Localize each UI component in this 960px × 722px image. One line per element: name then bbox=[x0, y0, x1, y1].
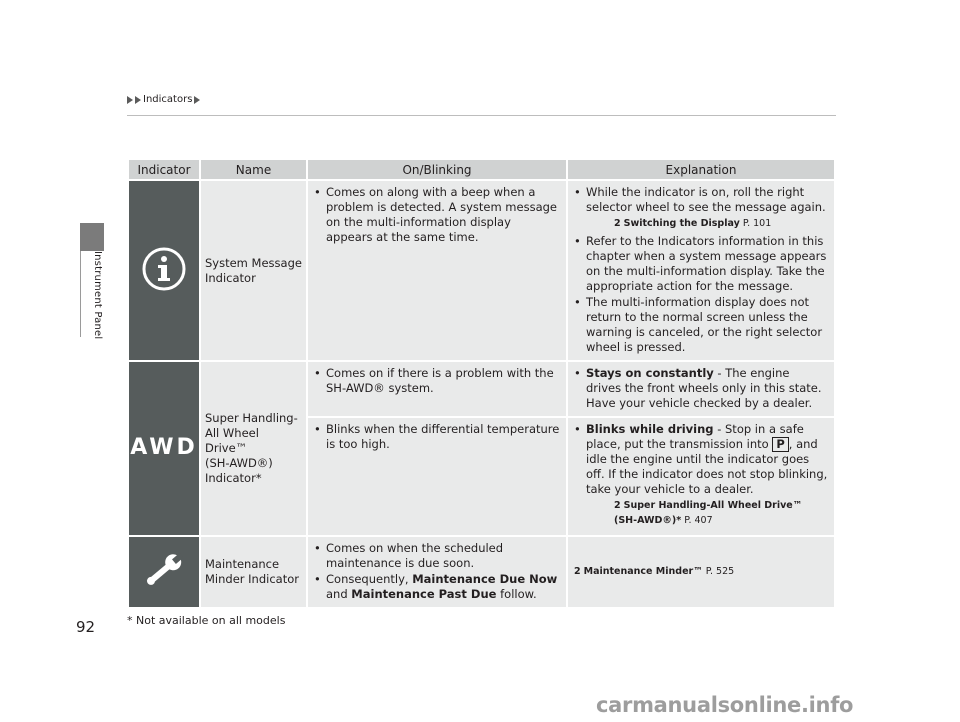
on-blinking-cell bbox=[308, 537, 566, 607]
reference-arrow-icon: 2 bbox=[574, 565, 581, 577]
breadcrumb bbox=[127, 94, 200, 105]
list-item: • Blinks while driving - Stop in a safe place, put the transmission into P , and idle the engine until the indicator goes off. If the indicator does not stop blinking, take your vehicle to a dealer. 2 Super Handling-All Wheel Drive™ (SH-AWD®)* P. 407 bbox=[574, 422, 828, 528]
explanation-cell bbox=[568, 418, 834, 535]
cross-reference-link[interactable]: 2 Super Handling-All Wheel Drive™ (SH-AWD®)* P. 407 bbox=[614, 500, 803, 526]
list-item: • While the indicator is on, roll the right selector wheel to see the message again. 2 Switching the Display P. 101 bbox=[574, 185, 828, 231]
list-item: • Comes on when the scheduled maintenance is due soon. bbox=[314, 541, 560, 571]
cross-reference-link[interactable]: 2 Switching the Display P. 101 bbox=[614, 218, 772, 229]
page-number: 92 bbox=[76, 618, 96, 636]
breadcrumb-arrow-icon bbox=[135, 96, 141, 104]
on-blinking-cell bbox=[308, 362, 566, 416]
explanation-cell bbox=[568, 537, 834, 607]
section-line bbox=[80, 251, 81, 337]
breadcrumb-arrow-icon bbox=[127, 96, 133, 104]
indicator-icon-cell bbox=[129, 181, 199, 360]
header-explanation: Explanation bbox=[568, 160, 834, 179]
watermark: carmanualsonline.info bbox=[596, 693, 854, 717]
list-item: • Stays on constantly - The engine drives the front wheels only in this state. Have your vehicle checked by a dealer. bbox=[574, 366, 828, 411]
list-item: • Comes on if there is a problem with the SH-AWD® system. bbox=[314, 366, 560, 396]
list-item: • Refer to the Indicators information in this chapter when a system message appears on the multi-information display. Take the appropriate action for the message. bbox=[574, 234, 828, 294]
gear-p-label: P bbox=[772, 437, 788, 452]
table-row bbox=[129, 181, 834, 360]
cross-reference-link[interactable]: 2 Maintenance Minder™ P. 525 bbox=[574, 565, 735, 577]
reference-arrow-icon: 2 bbox=[614, 500, 621, 511]
indicator-name: Super Handling- All Wheel Drive™ (SH-AWD®) Indicator* bbox=[201, 362, 306, 535]
table-header-row bbox=[129, 160, 834, 179]
header-name: Name bbox=[201, 160, 306, 179]
info-circle-icon bbox=[141, 246, 187, 292]
indicator-table bbox=[127, 158, 836, 609]
indicator-name: Maintenance Minder Indicator bbox=[201, 537, 306, 607]
indicator-icon-cell bbox=[129, 362, 199, 535]
header-on-blinking: On/Blinking bbox=[308, 160, 566, 179]
list-item: • The multi-information display does not return to the normal screen unless the warning is canceled, or the right selector wheel is pressed. bbox=[574, 295, 828, 355]
indicator-name: System Message Indicator bbox=[201, 181, 306, 360]
table-row bbox=[129, 362, 834, 416]
table-row bbox=[129, 537, 834, 607]
on-blinking-cell bbox=[308, 181, 566, 360]
footnote: * Not available on all models bbox=[127, 614, 286, 627]
list-item: • Blinks when the differential temperature is too high. bbox=[314, 422, 560, 452]
on-blinking-cell bbox=[308, 418, 566, 535]
section-tab bbox=[80, 223, 104, 251]
list-item: • Consequently, Maintenance Due Now and Maintenance Past Due follow. bbox=[314, 572, 560, 602]
header-rule bbox=[127, 115, 836, 116]
reference-arrow-icon: 2 bbox=[614, 218, 621, 229]
awd-icon: AWD bbox=[130, 434, 198, 460]
header-indicator: Indicator bbox=[129, 160, 199, 179]
indicator-icon-cell bbox=[129, 537, 199, 607]
breadcrumb-arrow-icon bbox=[194, 96, 200, 104]
section-label: Instrument Panel bbox=[92, 251, 103, 340]
breadcrumb-label[interactable]: Indicators bbox=[143, 94, 193, 105]
explanation-cell bbox=[568, 362, 834, 416]
list-item: • Comes on along with a beep when a problem is detected. A system message on the multi-information display appears at the same time. bbox=[314, 185, 560, 245]
explanation-cell bbox=[568, 181, 834, 360]
wrench-icon bbox=[141, 550, 187, 590]
